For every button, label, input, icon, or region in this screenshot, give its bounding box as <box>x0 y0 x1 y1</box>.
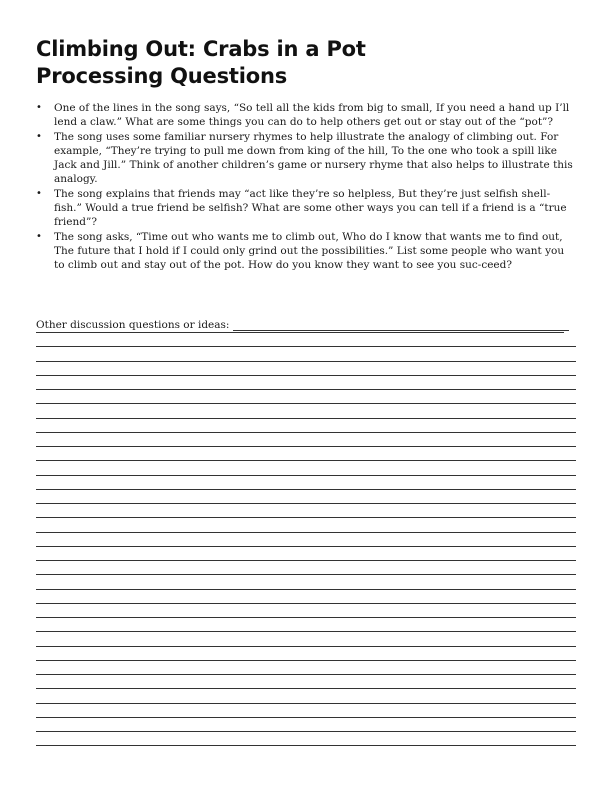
question-item-4 <box>36 230 576 273</box>
answer-line[interactable] <box>36 617 576 618</box>
answer-line[interactable] <box>36 603 576 604</box>
other-ideas-row <box>36 318 569 332</box>
answer-line[interactable] <box>36 489 576 490</box>
answer-line[interactable] <box>36 532 576 533</box>
answer-line[interactable] <box>36 446 576 447</box>
answer-line[interactable] <box>36 589 576 590</box>
question-text-4: The song asks, “Time out who wants me to climb out, Who do I know that wants me to find out, The future that I hold if I could only grind out the possibilities.” List some people who want you to climb out and stay out of the pot. How do you know they want to see you suc-ceed? <box>54 230 565 272</box>
question-text-1: One of the lines in the song says, “So tell all the kids from big to small, If you need a hand up I’ll lend a claw.” What are some things you can do to help others get out or stay out of the “pot”? <box>54 102 570 129</box>
answer-line[interactable] <box>36 346 576 347</box>
answer-line[interactable] <box>36 432 576 433</box>
answer-line[interactable] <box>36 389 576 390</box>
answer-line[interactable] <box>36 731 576 732</box>
answer-line[interactable] <box>36 674 576 675</box>
question-list <box>36 101 576 273</box>
answer-line[interactable] <box>36 703 576 704</box>
bullet-icon: • <box>36 102 42 113</box>
bullet-icon: • <box>36 187 42 199</box>
answer-line[interactable] <box>36 631 576 632</box>
answer-line[interactable] <box>36 332 564 333</box>
question-item-3 <box>36 187 576 230</box>
answer-line[interactable] <box>36 646 576 647</box>
answer-line[interactable] <box>36 361 576 362</box>
question-text-3: The song explains that friends may “act like they’re so helpless, But they’re just selfish shell-fish.” Would a true friend be selfish? What are some other ways you can tell if a friend is a “true friend”? <box>54 187 567 229</box>
answer-line[interactable] <box>36 546 576 547</box>
title-line-2: Processing Questions <box>36 64 288 88</box>
answer-line[interactable] <box>36 688 576 689</box>
other-ideas-fill-line[interactable] <box>233 330 569 331</box>
bullet-icon: • <box>36 130 42 142</box>
answer-line[interactable] <box>36 517 576 518</box>
answer-line[interactable] <box>36 403 576 404</box>
page-title <box>36 36 576 90</box>
answer-line[interactable] <box>36 745 576 746</box>
answer-line[interactable] <box>36 503 576 504</box>
answer-line[interactable] <box>36 375 576 376</box>
answer-line[interactable] <box>36 418 576 419</box>
answer-lines <box>36 332 576 756</box>
bullet-icon: • <box>36 230 42 242</box>
question-item-1 <box>36 101 576 130</box>
answer-line[interactable] <box>36 475 576 476</box>
answer-line[interactable] <box>36 560 576 561</box>
question-item-2 <box>36 130 576 187</box>
other-ideas-label: Other discussion questions or ideas: <box>36 319 230 331</box>
answer-line[interactable] <box>36 660 576 661</box>
question-text-2: The song uses some familiar nursery rhymes to help illustrate the analogy of climbing out. For example, “They’re trying to pull me down from king of the hill, To the one who took a spill like Jack and Jill.” Think of another children’s game or nursery rhyme that also helps to illustrate this analogy. <box>54 130 573 186</box>
answer-line[interactable] <box>36 717 576 718</box>
answer-line[interactable] <box>36 574 576 575</box>
title-line-1: Climbing Out: Crabs in a Pot <box>36 37 366 61</box>
answer-line[interactable] <box>36 460 576 461</box>
